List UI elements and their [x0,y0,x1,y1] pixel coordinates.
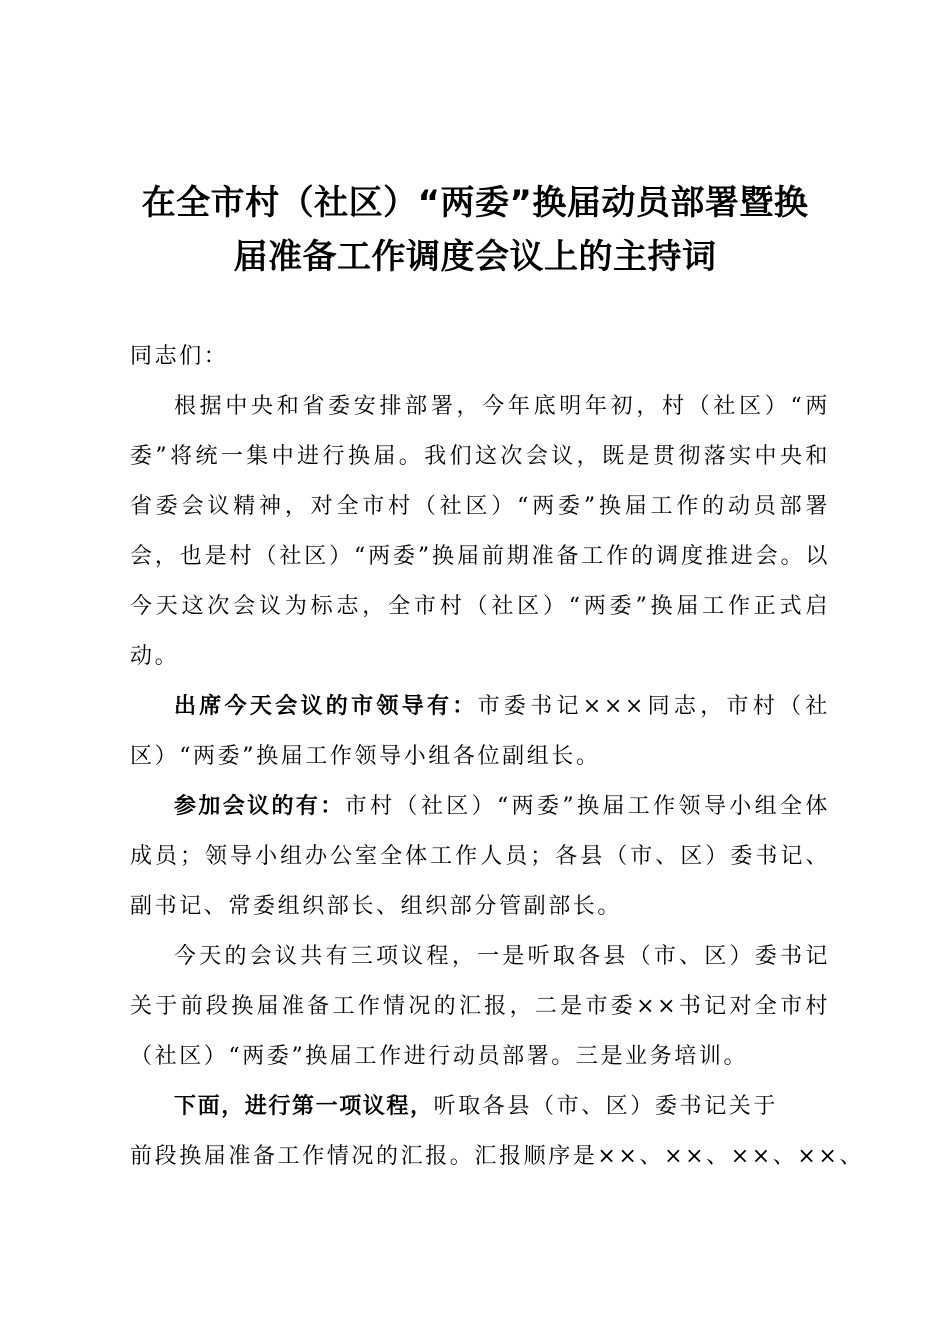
greeting: 同志们： [130,344,229,369]
title-line-1: 在全市村（社区）“两委”换届动员部署暨换 [141,183,809,223]
paragraph-text: 根据中央和省委安排部署，今年底明年初，村（社区）“两委”将统一集中进行换届。我们这次会议，既是贯彻落实中央和省委会议精神，对全市村（社区）“两委”换届工作的动员部署会，也是村（社区）“两委”换届前期准备工作的调度推进会。以今天这次会议为标志，全市村（社区）“两委”换届工作正式启动。 [130,394,830,669]
paragraph-lead: 下面，进行第一项议程， [174,1094,434,1119]
paragraph-attending-leaders [130,682,830,782]
document-body [130,332,865,1182]
paragraph-first-item [130,1082,865,1182]
paragraph-text: 市村（社区）“两委”换届工作领导小组全体成员；领导小组办公室全体工作人员；各县（市、区）委书记、副书记、常委组织部长、组织部分管副部长。 [130,794,830,919]
paragraph-participants [130,782,830,932]
document-title [120,176,830,284]
paragraph-text: 听取各县（市、区）委书记关于 [433,1094,779,1119]
paragraph-lead: 参加会议的有： [174,794,345,819]
paragraph-agenda [130,932,830,1082]
paragraph-text: 今天的会议共有三项议程，一是听取各县（市、区）委书记关于前段换届准备工作情况的汇报，二是市委××书记对全市村（社区）“两委”换届工作进行动员部署。三是业务培训。 [130,944,830,1069]
title-line-2: 届准备工作调度会议上的主持词 [233,237,717,277]
paragraph-text-continued: 前段换届准备工作情况的汇报。汇报顺序是××、××、××、××、 [130,1144,865,1169]
paragraph-intro [130,382,830,682]
paragraph-lead: 出席今天会议的市领导有： [174,694,478,719]
paragraph-text: 市委书记×××同志，市村（社区）“两委”换届工作领导小组各位副组长。 [130,694,831,769]
